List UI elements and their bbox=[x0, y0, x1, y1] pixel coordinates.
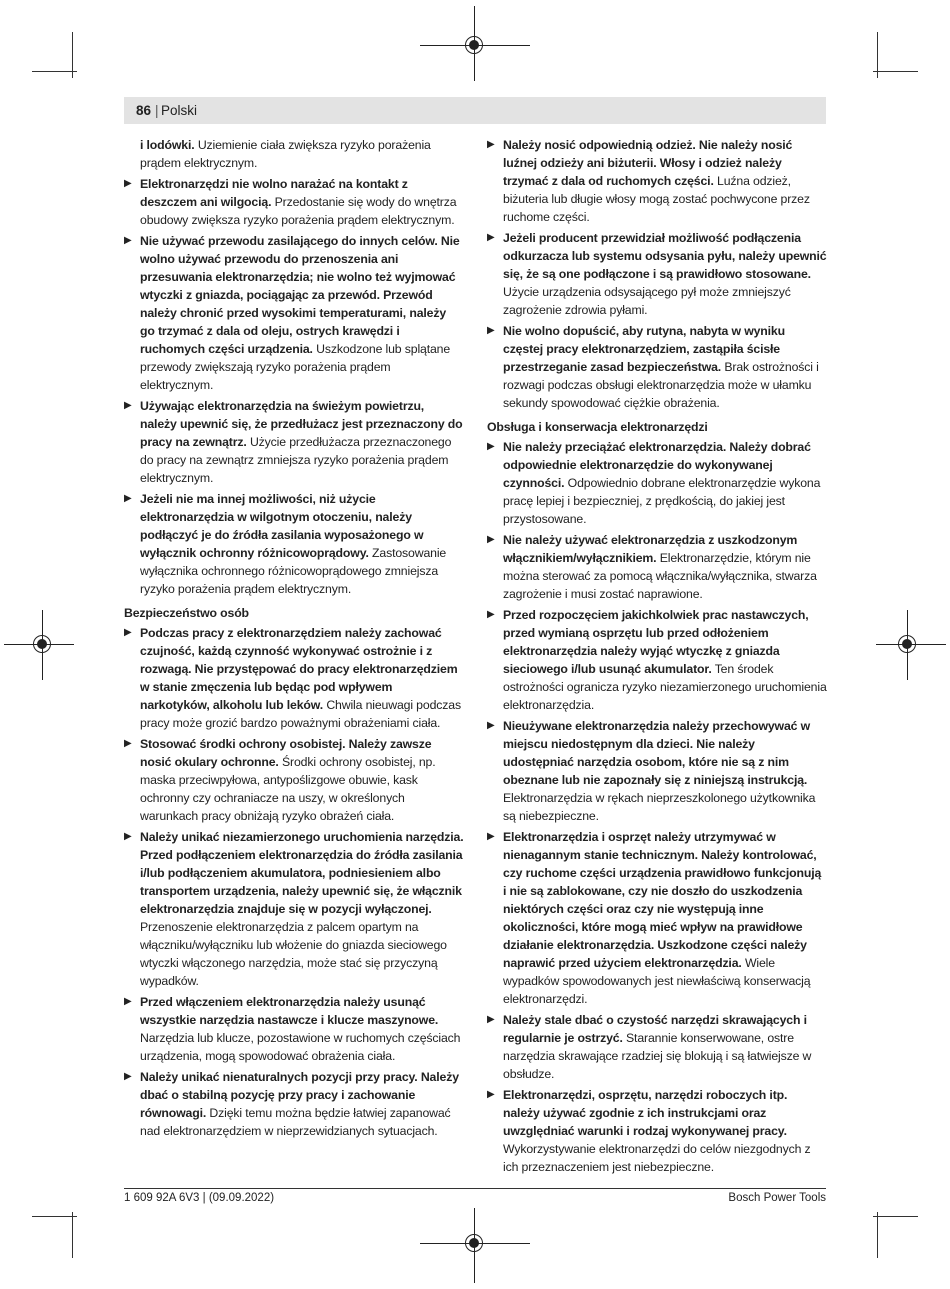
bullet-triangle-icon: ▶ bbox=[124, 493, 132, 504]
list-item bbox=[124, 397, 464, 487]
bullet-triangle-icon: ▶ bbox=[487, 1089, 495, 1100]
list-item bbox=[487, 828, 827, 1008]
item-normal-text: Starannie konserwowane, ostre narzędzia skrawające rzadziej się blokują i są łatwiejsze w obsłudze. bbox=[503, 1031, 812, 1081]
crop-mark bbox=[32, 71, 77, 72]
list-item bbox=[124, 993, 464, 1065]
item-bold-text: Jeżeli nie ma innej możliwości, niż użycie elektronarzędzia w wilgotnym otoczeniu, należy podłączyć je do źródła zasilania wyposażonego w wyłącznik ochronny różnicowoprądowy. bbox=[140, 492, 424, 560]
item-bold-text: Należy unikać nienaturalnych pozycji przy pracy. Należy dbać o stabilną pozycję przy pracy i zachowanie równowagi. bbox=[140, 1070, 459, 1120]
item-normal-text: Użycie przedłużacza przeznaczonego do pracy na zewnątrz zmniejsza ryzyko porażenia prądem elektrycznym. bbox=[140, 435, 452, 485]
bullet-triangle-icon: ▶ bbox=[124, 400, 132, 411]
list-item bbox=[124, 232, 464, 394]
list-item bbox=[124, 1068, 464, 1140]
item-normal-text: Odpowiednio dobrane elektronarzędzie wykona pracę lepiej i bezpieczniej, z prędkością, do jakiej jest przystosowane. bbox=[503, 476, 821, 526]
item-normal-text: Przenoszenie elektronarzędzia z palcem opartym na włączniku/wyłączniku lub włożenie do gniazda sieciowego wtyczki włączonego narzędzia, może stać się przyczyną wypadków. bbox=[140, 920, 447, 988]
item-normal-text: Brak ostrożności i rozwagi podczas obsługi elektronarzędzia może w ułamku sekundy spowodować ciężkie obrażenia. bbox=[503, 360, 819, 410]
list-item bbox=[487, 531, 827, 603]
paragraph-continuation bbox=[124, 136, 464, 172]
bullet-triangle-icon: ▶ bbox=[487, 325, 495, 336]
item-normal-text: Zastosowanie wyłącznika ochronnego różnicowoprądowego zmniejsza ryzyko porażenia prądem elektrycznym. bbox=[140, 546, 447, 596]
item-normal-text: Ten środek ostrożności ogranicza ryzyko niezamierzonego uruchomienia elektronarzędzia. bbox=[503, 662, 827, 712]
list-item bbox=[487, 229, 827, 319]
item-bold-text: Należy unikać niezamierzonego uruchomienia narzędzia. Przed podłączeniem elektronarzędzia do źródła zasilania i/lub podłączeniem akumulatora, podniesieniem albo transportem urządzenia, należy upewnić się, że włącznik elektronarzędzia znajduje się w pozycji wyłączonej. bbox=[140, 830, 464, 916]
bullet-triangle-icon: ▶ bbox=[487, 441, 495, 452]
bullet-triangle-icon: ▶ bbox=[124, 831, 132, 842]
list-item bbox=[487, 606, 827, 714]
item-bold-text: Nieużywane elektronarzędzia należy przechowywać w miejscu niedostępnym dla dzieci. Nie należy udostępniać narzędzia osobom, które nie są z nim obeznane lub nie zapoznały się z niniejszą instrukcją. bbox=[503, 719, 811, 787]
item-normal-text: Dzięki temu można będzie łatwiej zapanować nad elektronarzędziem w nieprzewidzianych sytuacjach. bbox=[140, 1106, 451, 1138]
right-column bbox=[487, 136, 827, 1179]
item-normal-text: Wiele wypadków spowodowanych jest niewłaściwą konserwacją elektronarzędzi. bbox=[503, 956, 811, 1006]
bullet-triangle-icon: ▶ bbox=[487, 609, 495, 620]
item-bold-text: Nie należy przeciążać elektronarzędzia. Należy dobrać odpowiednie elektronarzędzie do wykonywanej czynności. bbox=[503, 440, 811, 490]
list-item bbox=[124, 624, 464, 732]
item-bold-text: Elektronarzędzia i osprzęt należy utrzymywać w nienagannym stanie technicznym. Należy kontrolować, czy ruchome części urządzenia prawidłowo funkcjonują i nie są zablokowane, czy nie doszło do uszkodzenia niektórych części oraz czy nie występują inne okoliczności, które mogą mieć wpływ na prawidłowe działanie elektronarzędzia. Uszkodzone części należy naprawić przed użyciem elektronarzędzia. bbox=[503, 830, 822, 970]
item-normal-text: Uszkodzone lub splątane przewody zwiększają ryzyko porażenia prądem elektrycznym. bbox=[140, 342, 451, 392]
item-normal-text: Środki ochrony osobistej, np. maska przeciwpyłowa, antypoślizgowe obuwie, kask ochronny czy ochraniacze na uszy, w określonych warunkach pracy obniżają ryzyko obrażeń ciała. bbox=[140, 755, 436, 823]
bullet-triangle-icon: ▶ bbox=[487, 534, 495, 545]
crop-mark bbox=[873, 1216, 918, 1217]
bullet-triangle-icon: ▶ bbox=[124, 235, 132, 246]
section-heading: Obsługa i konserwacja elektronarzędzi bbox=[487, 420, 708, 434]
bullet-triangle-icon: ▶ bbox=[487, 1014, 495, 1025]
bullet-triangle-icon: ▶ bbox=[124, 738, 132, 749]
list-item bbox=[487, 438, 827, 528]
crop-mark bbox=[877, 1212, 878, 1258]
item-bold-text: Przed włączeniem elektronarzędzia należy usunąć wszystkie narzędzia nastawcze i klucze maszynowe. bbox=[140, 995, 439, 1027]
list-item bbox=[124, 828, 464, 990]
bullet-triangle-icon: ▶ bbox=[124, 996, 132, 1007]
item-bold-text: Nie wolno dopuścić, aby rutyna, nabyta w wyniku częstej pracy elektronarzędziem, zastąpiła ścisłe przestrzeganie zasad bezpieczeństwa. bbox=[503, 324, 785, 374]
bullet-triangle-icon: ▶ bbox=[124, 627, 132, 638]
list-item bbox=[487, 322, 827, 412]
list-item bbox=[487, 136, 827, 226]
crop-mark bbox=[72, 1212, 73, 1258]
crop-mark bbox=[32, 1216, 77, 1217]
item-bold-text: Jeżeli producent przewidział możliwość podłączenia odkurzacza lub systemu odsysania pyłu, należy upewnić się, że są one podłączone i są prawidłowo stosowane. bbox=[503, 231, 827, 281]
crop-mark bbox=[873, 71, 918, 72]
item-bold-text: Stosować środki ochrony osobistej. Należy zawsze nosić okulary ochronne. bbox=[140, 737, 432, 769]
item-normal-text: Narzędzia lub klucze, pozostawione w ruchomych częściach urządzenia, mogą spowodować obrażenia ciała. bbox=[140, 1031, 461, 1063]
bullet-triangle-icon: ▶ bbox=[487, 139, 495, 150]
list-item bbox=[487, 717, 827, 825]
item-normal-text: Wykorzystywanie elektronarzędzi do celów niezgodnych z ich przeznaczeniem jest niebezpieczne. bbox=[503, 1142, 811, 1174]
section-heading: Bezpieczeństwo osób bbox=[124, 606, 249, 620]
item-normal-text: Przedostanie się wody do wnętrza obudowy zwiększa ryzyko porażenia prądem elektrycznym. bbox=[140, 195, 457, 227]
item-bold-text: i lodówki. bbox=[140, 138, 195, 152]
bullet-triangle-icon: ▶ bbox=[487, 831, 495, 842]
item-bold-text: Należy stale dbać o czystość narzędzi skrawających i regularnie je ostrzyć. bbox=[503, 1013, 807, 1045]
page-header bbox=[124, 97, 826, 124]
footer-rule bbox=[124, 1188, 826, 1189]
item-normal-text: Elektronarzędzia w rękach nieprzeszkolonego użytkownika są niebezpieczne. bbox=[503, 791, 816, 823]
item-bold-text: Przed rozpoczęciem jakichkolwiek prac nastawczych, przed wymianą osprzętu lub przed odłożeniem elektronarzędzia należy wyjąć wtyczkę z gniazda sieciowego i/lub usunąć akumulator. bbox=[503, 608, 809, 676]
item-normal-text: Chwila nieuwagi podczas pracy może grozić bardzo poważnymi obrażeniami ciała. bbox=[140, 698, 461, 730]
item-normal-text: Uziemienie ciała zwiększa ryzyko porażenia prądem elektrycznym. bbox=[140, 138, 431, 170]
bullet-triangle-icon: ▶ bbox=[124, 178, 132, 189]
footer-doc-code: 1 609 92A 6V3 | (09.09.2022) bbox=[124, 1192, 275, 1204]
item-bold-text: Nie używać przewodu zasilającego do innych celów. Nie wolno używać przewodu do przenoszenia ani przesuwania elektronarzędzia; nie wolno też wyjmować wtyczki z gniazda, pociągając za przewód. Przewód należy chronić przed wysokimi temperaturami, należy go trzymać z dala od oleju, ostrych krawędzi i ruchomych części urządzenia. bbox=[140, 234, 460, 356]
item-bold-text: Należy nosić odpowiednią odzież. Nie należy nosić luźnej odzieży ani biżuterii. Włosy i odzież należy trzymać z dala od ruchomych części. bbox=[503, 138, 793, 188]
item-normal-text: Luźna odzież, biżuteria lub długie włosy mogą zostać pochwycone przez ruchome części. bbox=[503, 174, 810, 224]
footer-brand: Bosch Power Tools bbox=[728, 1192, 826, 1204]
bullet-triangle-icon: ▶ bbox=[487, 720, 495, 731]
list-item bbox=[124, 735, 464, 825]
list-item bbox=[124, 490, 464, 598]
page-number: 86 bbox=[136, 103, 152, 118]
list-item bbox=[487, 1011, 827, 1083]
item-bold-text: Używając elektronarzędzia na świeżym powietrzu, należy upewnić się, że przedłużacz jest przeznaczony do pracy na zewnątrz. bbox=[140, 399, 463, 449]
item-normal-text: Elektronarzędzie, którym nie można sterować za pomocą włącznika/wyłącznika, stwarza zagrożenie i musi zostać naprawione. bbox=[503, 551, 817, 601]
header-separator: | bbox=[155, 103, 159, 118]
item-normal-text: Użycie urządzenia odsysającego pył może zmniejszyć zagrożenie zdrowia pyłami. bbox=[503, 285, 791, 317]
item-bold-text: Elektronarzędzi nie wolno narażać na kontakt z deszczem ani wilgocią. bbox=[140, 177, 408, 209]
bullet-triangle-icon: ▶ bbox=[124, 1071, 132, 1082]
list-item bbox=[124, 175, 464, 229]
item-bold-text: Elektronarzędzi, osprzętu, narzędzi roboczych itp. należy używać zgodnie z ich instrukcjami oraz uwzględniać warunki i rodzaj wykonywanej pracy. bbox=[503, 1088, 788, 1138]
item-bold-text: Podczas pracy z elektronarzędziem należy zachować czujność, każdą czynność wykonywać ostrożnie i z rozwagą. Nie przystępować do pracy elektronarzędziem w stanie zmęczenia lub będąc pod wpływem narkotyków, alkoholu lub leków. bbox=[140, 626, 458, 712]
list-item bbox=[487, 1086, 827, 1176]
bullet-triangle-icon: ▶ bbox=[487, 232, 495, 243]
item-bold-text: Nie należy używać elektronarzędzia z uszkodzonym włącznikiem/wyłącznikiem. bbox=[503, 533, 798, 565]
left-column bbox=[124, 136, 464, 1143]
header-language: Polski bbox=[161, 103, 198, 118]
